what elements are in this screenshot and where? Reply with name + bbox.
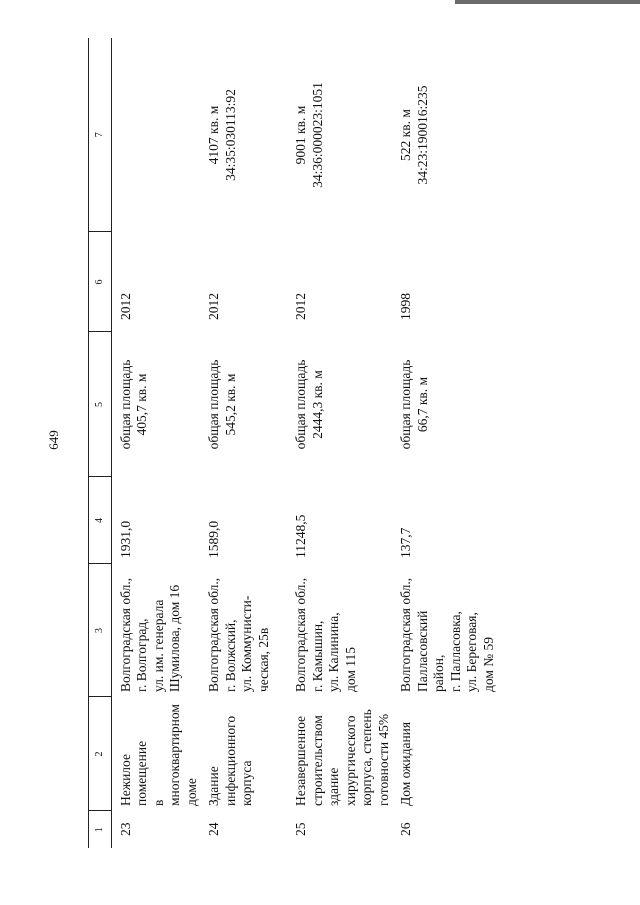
object-name-line: готовности 45% (375, 713, 391, 806)
rotated-table-container (88, 38, 640, 848)
address-line: ческая, 25в (255, 627, 271, 692)
table-row (392, 38, 497, 848)
object-name-line: Здание (206, 766, 222, 806)
cadastral (392, 38, 497, 232)
value: 1931,0 (118, 520, 133, 558)
area-line: общая площадь (206, 359, 222, 450)
address-line: Палласовский (414, 610, 430, 692)
address (112, 564, 201, 697)
address-line: район, (431, 654, 447, 692)
cadastral (200, 38, 287, 232)
row-number: 25 (293, 822, 309, 836)
header-col-2: 2 (89, 697, 112, 811)
cadastral-line: 34:36:000023:1051 (309, 82, 325, 188)
address-line: ул. Коммунисти- (239, 595, 255, 692)
object-name-line: хирургического (342, 715, 358, 806)
value: 137,7 (398, 527, 414, 558)
object-name-line: Нежилое помещение (118, 740, 150, 806)
area (112, 332, 201, 477)
row-number: 26 (398, 822, 414, 836)
object-name-line: в многоквартирном (150, 704, 183, 806)
header-col-7: 7 (89, 38, 112, 232)
cadastral (112, 38, 201, 232)
header-row (89, 38, 112, 848)
row-number: 23 (118, 822, 133, 836)
object-name (392, 697, 497, 811)
address-line: Волгоградская обл., (118, 577, 133, 692)
address-line: ул. им. генерала (150, 599, 166, 692)
address-line: ул. Береговая, (464, 612, 480, 692)
object-name-line: корпуса, степень (359, 709, 375, 806)
object-name-line: Незавершенное (293, 715, 309, 806)
object-name (200, 697, 287, 811)
year: 2012 (206, 293, 222, 320)
object-name-line: доме (183, 778, 199, 806)
address-line: г. Палласовка, (447, 611, 463, 692)
table-row (112, 38, 201, 848)
area-line: 2444,3 кв. м (309, 370, 325, 439)
header-col-6: 6 (89, 232, 112, 332)
cadastral-line: 522 кв. м (398, 109, 414, 161)
address-line: г. Камышин, (309, 620, 325, 692)
address-line: дом 115 (342, 646, 358, 692)
area (200, 332, 287, 477)
address (200, 564, 287, 697)
object-name-line: Дом ожидания (398, 721, 414, 806)
address-line: ул. Калинина, (326, 612, 342, 692)
year: 2012 (118, 293, 133, 320)
object-name-line: инфекционного (222, 715, 238, 806)
address-line: Волгоградская обл., (398, 577, 414, 692)
table-row (287, 38, 392, 848)
header-col-5: 5 (89, 332, 112, 477)
area-line: общая площадь (398, 359, 414, 450)
object-name-line: строительством (309, 715, 325, 806)
year: 2012 (293, 293, 309, 320)
area-line: 405,7 кв. м (134, 373, 150, 436)
cadastral-line: 34:23:190016:235 (414, 85, 430, 185)
address (287, 564, 392, 697)
top-edge-rule (455, 0, 640, 4)
area (287, 332, 392, 477)
area-line: 66,7 кв. м (414, 376, 430, 433)
area (392, 332, 497, 477)
cadastral-line: 34:35:030113:92 (222, 89, 238, 181)
area-line: общая площадь (293, 359, 309, 450)
property-table (88, 38, 497, 848)
object-name (112, 697, 201, 811)
cadastral (287, 38, 392, 232)
header-col-4: 4 (89, 477, 112, 564)
address-line: Шумилова, дом 16 (167, 584, 183, 692)
address (392, 564, 497, 697)
value: 11248,5 (293, 514, 309, 558)
value: 1589,0 (206, 520, 222, 558)
address-line: Волгоградская обл., (206, 577, 222, 692)
address-line: Волгоградская обл., (293, 577, 309, 692)
object-name-line: корпуса (239, 760, 255, 806)
header-col-1: 1 (89, 811, 112, 848)
year: 1998 (398, 293, 414, 320)
header-col-3: 3 (89, 564, 112, 697)
cadastral-line: 9001 кв. м (293, 105, 309, 165)
object-name (287, 697, 392, 811)
table-row (200, 38, 287, 848)
area-line: общая площадь (118, 359, 133, 450)
area-line: 545,2 кв. м (222, 373, 238, 436)
row-number: 24 (206, 822, 222, 836)
object-name-line: здание (326, 767, 342, 806)
cadastral-line: 4107 кв. м (206, 105, 222, 165)
address-line: дом № 59 (480, 636, 496, 692)
page-number: 649 (46, 430, 61, 450)
address-line: г. Волгоград, (134, 618, 150, 692)
address-line: г. Волжский, (222, 619, 238, 692)
